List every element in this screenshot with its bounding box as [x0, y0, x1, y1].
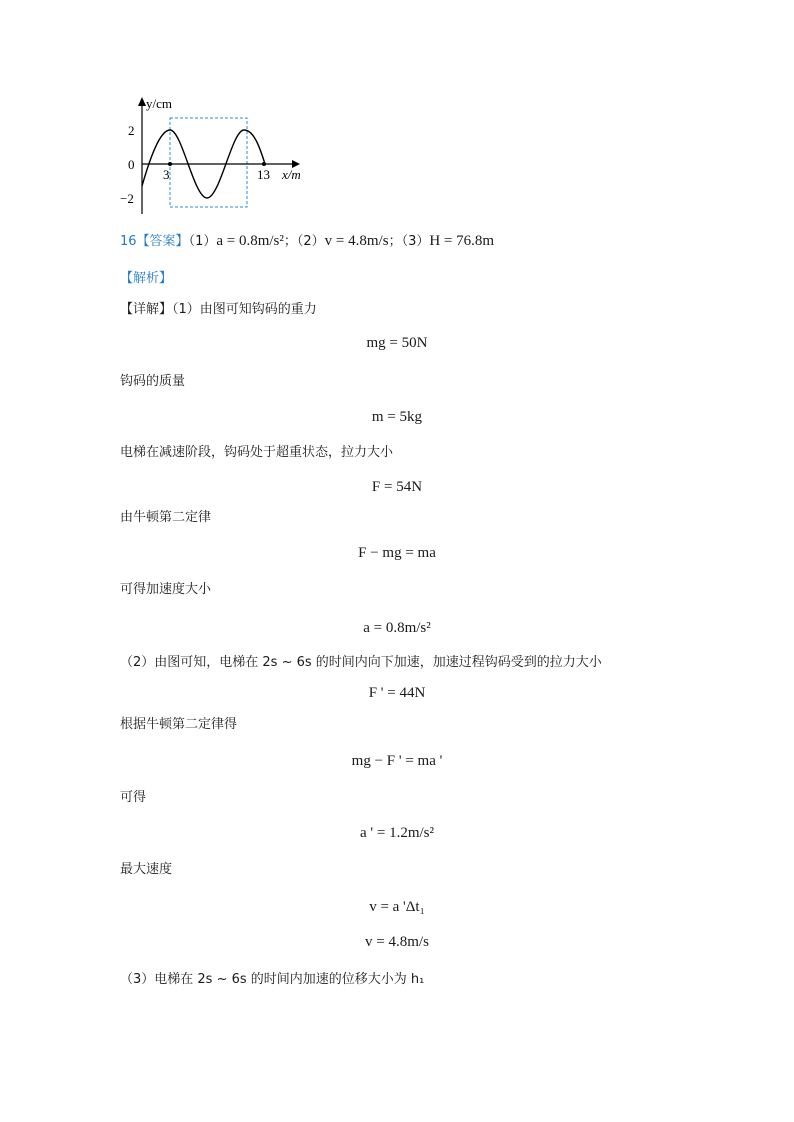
equation-2: m = 5kg	[371, 409, 423, 425]
question-number: 16	[120, 234, 137, 249]
y-axis-label: y/cm	[146, 96, 172, 111]
text-7: 根据牛顿第二定律得	[120, 717, 238, 732]
y-tick-neg2: −2	[120, 191, 134, 206]
answer-line	[120, 232, 494, 251]
wave-graph	[120, 88, 310, 218]
text-3: 电梯在减速阶段，钩码处于超重状态，拉力大小	[120, 445, 394, 460]
detail-line-1	[120, 301, 317, 319]
x-axis-label: x/m	[282, 167, 301, 182]
answer-value-2: v = 4.8m/s	[324, 233, 389, 249]
x-tick-13: 13	[257, 167, 270, 182]
equation-1: mg = 50N	[366, 335, 428, 351]
text-6: （2）由图可知，电梯在 2s ~ 6s 的时间内向下加速，加速过程钩码受到的拉力大小	[120, 655, 602, 670]
equation-3: F = 54N	[371, 479, 423, 495]
answer-part1-label: （1）	[188, 234, 217, 249]
equation-7: mg − F ' = ma '	[351, 753, 443, 769]
analysis-tag: 【解析】	[120, 271, 173, 286]
dashed-selection-box	[170, 118, 247, 207]
equation-10: v = 4.8m/s	[365, 934, 429, 950]
equation-6: F ' = 44N	[368, 685, 426, 701]
point-x13	[262, 162, 266, 166]
equation-5: a = 0.8m/s²	[363, 620, 431, 636]
answer-value-1: a = 0.8m/s²	[216, 233, 284, 249]
x-tick-3: 3	[163, 167, 170, 182]
text-10: （3）电梯在 2s ~ 6s 的时间内加速的位移大小为 h₁	[120, 972, 425, 987]
point-x3	[168, 162, 172, 166]
text-5: 可得加速度大小	[120, 582, 212, 597]
answer-sep-2: ；（3）	[388, 234, 430, 249]
y-tick-0: 0	[128, 157, 135, 172]
answer-tag: 【答案】	[136, 234, 189, 249]
equation-4: F − mg = ma	[358, 545, 436, 561]
detail-text-1: （1）由图可知钩码的重力	[172, 302, 317, 317]
text-4: 由牛顿第二定律	[120, 510, 212, 525]
y-tick-2: 2	[128, 123, 135, 138]
text-9: 最大速度	[120, 862, 173, 877]
answer-sep-1: ；（2）	[283, 234, 325, 249]
y-axis-arrow	[138, 97, 146, 106]
text-2: 钩码的质量	[120, 374, 186, 389]
equation-9: v = a 'Δt₁	[369, 899, 425, 915]
detail-tag: 【详解】	[120, 302, 173, 317]
answer-value-3: H = 76.8m	[429, 233, 495, 249]
text-8: 可得	[120, 790, 147, 805]
equation-8: a ' = 1.2m/s²	[360, 825, 434, 841]
